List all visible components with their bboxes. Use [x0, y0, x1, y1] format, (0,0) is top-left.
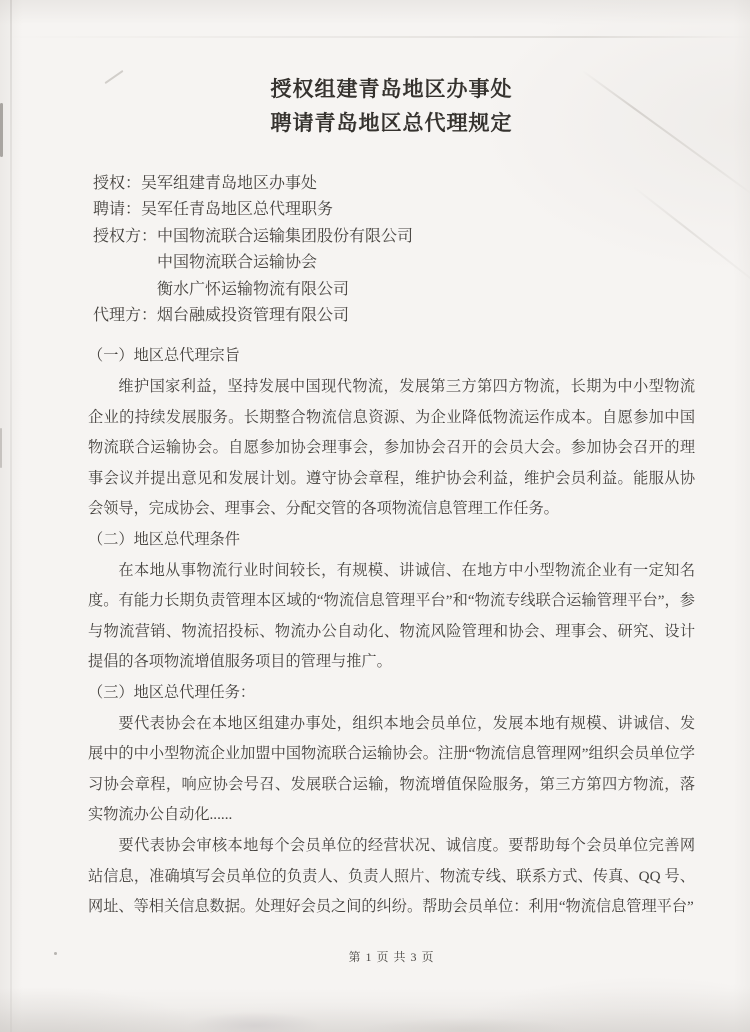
paragraph: 要代表协会审核本地每个会员单位的经营状况、诚信度。要帮助每个会员单位完善网站信息，准确填写会员单位的负责人、负责人照片、物流专线、联系方式、传真、QQ 号、网址、等相关信息数据。处理好会员之间的纠纷。帮助会员单位：利用“物流信息管理平台” — [88, 836, 695, 916]
field-row-authorizer-3 — [93, 277, 695, 303]
field-label: 授权： — [93, 175, 142, 192]
field-label: 授权方： — [93, 227, 158, 245]
document-title-line1: 授权组建青岛地区办事处 — [270, 77, 513, 101]
section-heading-1: （一）地区总代理宗旨 — [88, 347, 240, 365]
page-number: 第 1 页 共 3 页 — [348, 949, 435, 964]
paragraph: 在本地从事物流行业时间较长，有规模、讲诚信、在地方中小型物流企业有一定知名度。有能力长期负责管理本区域的“物流信息管理平台”和“物流专线联合运输管理平台”，参与物流营销、物流招投标、物流办公自动化、物流风险管理和协会、理事会、研究、设计提倡的各项物流增值服务项目的管理与推广。 — [88, 561, 695, 671]
scan-shadow-bottom — [0, 988, 750, 1032]
field-label: 聘请： — [93, 201, 142, 219]
document-body — [88, 341, 695, 922]
field-row-authorizer-2 — [93, 250, 695, 276]
field-row-authorizer — [93, 224, 695, 250]
field-value: 吴军组建青岛地区办事处 — [141, 175, 318, 192]
scan-speck — [54, 952, 57, 955]
document-title-line2: 聘请青岛地区总代理规定 — [270, 111, 513, 135]
document-title — [88, 72, 695, 140]
field-value: 烟台融威投资管理有限公司 — [157, 307, 350, 325]
scan-crease-left — [10, 0, 12, 1032]
field-row-appointment — [93, 197, 695, 223]
field-row-agent — [93, 303, 695, 329]
field-row-authorization — [93, 171, 695, 197]
document-content — [88, 0, 695, 965]
page-footer — [88, 949, 695, 965]
scan-edge-mark — [0, 428, 2, 468]
field-label: 代理方： — [93, 307, 158, 325]
field-value: 吴军任青岛地区总代理职务 — [141, 201, 334, 219]
field-value: 衡水广怀运输物流有限公司 — [157, 280, 350, 298]
section-heading-3: （三）地区总代理任务： — [88, 683, 256, 701]
field-value: 中国物流联合运输协会 — [157, 254, 318, 272]
field-value: 中国物流联合运输集团股份有限公司 — [157, 227, 414, 245]
paragraph: 维护国家利益，坚持发展中国现代物流，发展第三方第四方物流，长期为中小型物流企业的持续发展服务。长期整合物流信息资源、为企业降低物流运作成本。自愿参加中国物流联合运输协会。自愿参加协会理事会，参加协会召开的会员大会。参加协会召开的理事会议并提出意见和发展计划。遵守协会章程，维护协会利益，维护会员利益。能服从协会领导，完成协会、理事会、分配交管的各项物流信息管理工作任务。 — [88, 378, 695, 518]
paragraph: 要代表协会在本地区组建办事处，组织本地会员单位，发展本地有规模、讲诚信、发展中的中小型物流企业加盟中国物流联合运输协会。注册“物流信息管理网”组织会员单位学习协会章程，响应协会号召、发展联合运输，物流增值保险服务，第三方第四方物流，落实物流办公自动化...... — [88, 714, 695, 824]
scan-edge-mark — [0, 103, 3, 157]
header-fields — [88, 171, 695, 329]
section-heading-2: （二）地区总代理条件 — [88, 531, 240, 548]
